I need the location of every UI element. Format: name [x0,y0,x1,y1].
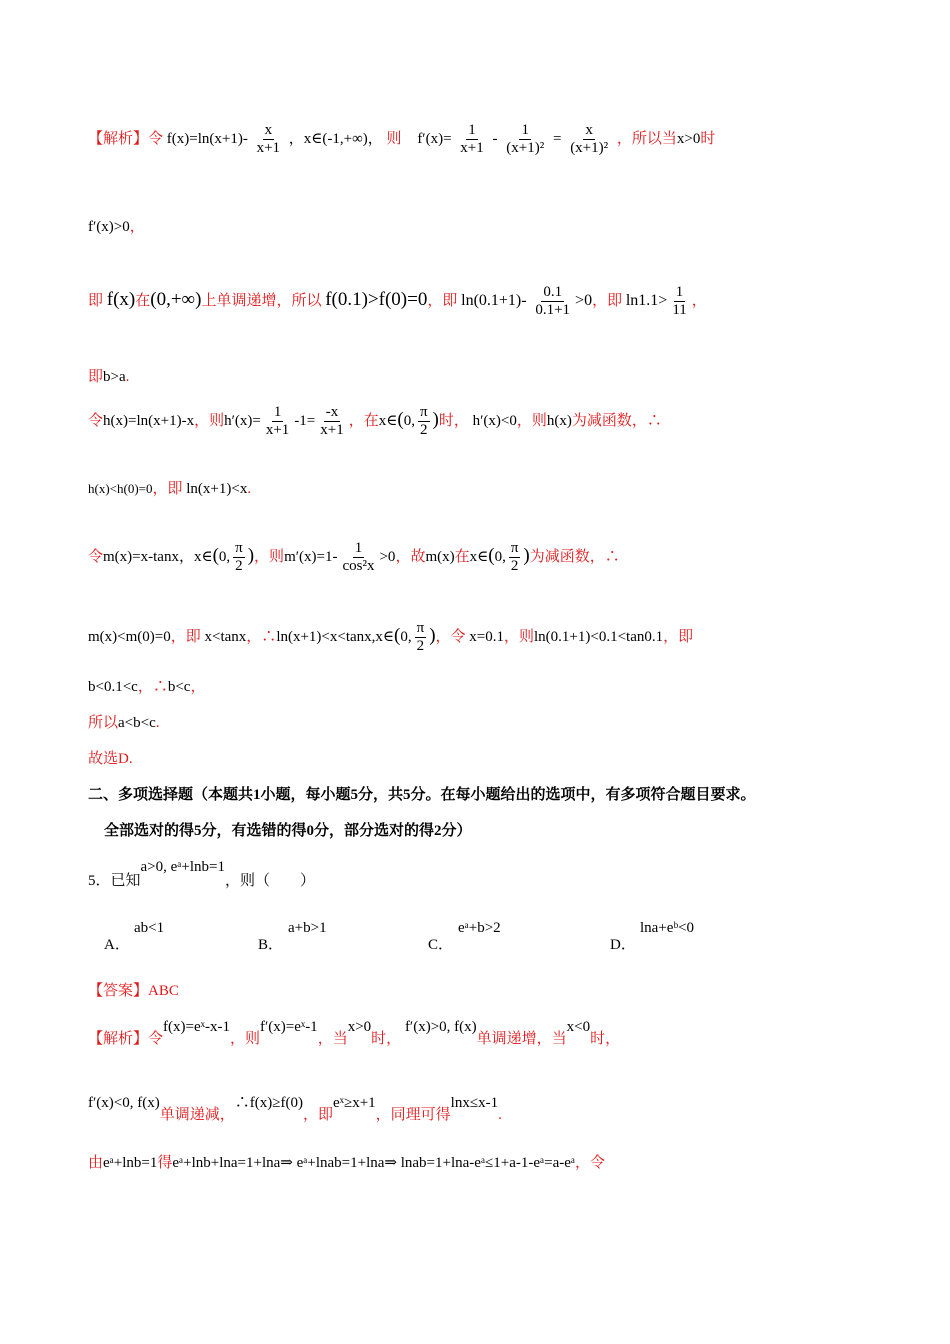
fprime-positive: f′(x)>0 [88,219,130,235]
option-a-expr[interactable]: ab<1 [134,920,165,936]
period: . [498,1107,502,1123]
open-paren: ( [397,409,404,431]
ze-text: ，则 [504,629,535,646]
fraction-numerator: x [263,122,275,140]
section-2-title-line-2: 全部选对的得5分，有选错的得0分，部分选对的得2分） [104,823,472,839]
fprime-definition: f′(x)=eˣ-1 [259,1019,318,1035]
analysis-2-line-3 [88,1154,605,1172]
fraction-denominator: (x+1)² [506,140,545,157]
fraction-01 [533,284,572,320]
stem-condition: a>0, eᵃ+lnb=1 [140,859,225,875]
ji-text-3: ，即 [592,293,623,310]
increasing-condition: f′(x)>0, f(x) [404,1019,477,1035]
gu-text: ，故 [395,549,426,566]
increasing-text: 单调递增，当 [476,1031,567,1047]
exp-inequality: eˣ≥x+1 [332,1095,376,1111]
fraction-denominator: x+1 [460,140,484,157]
x-less-tanx: x<tanx [204,629,247,646]
b-greater-a: b>a [103,369,126,385]
fraction-pi-over-2 [415,620,427,656]
ji-text: ，即 [152,481,183,497]
fraction-1-over-11 [670,284,688,320]
comma: ， [190,679,206,695]
fraction-denominator: x+1 [265,422,290,439]
comma: ， [129,219,145,235]
ling-text: ，令 [435,629,466,646]
analysis-2-line-2 [88,1094,502,1123]
m-definition: m(x)=x-tanx [103,549,179,566]
suoyi-text: 所以 [88,715,119,731]
x-in-2: x∈ [469,549,489,566]
fraction-numerator: 1 [466,122,478,140]
shi-text: 时 [700,131,716,148]
domain-text: ，x∈(-1,+∞)， [288,131,383,148]
option-c-label[interactable]: C． [428,937,454,953]
zai-text: ，在 [348,413,379,430]
close-paren: ) [523,545,530,567]
a-b-c-order: a<b<c [118,715,156,731]
analysis-prefix: 【解析】令 [88,1031,164,1047]
ji-text: ，即 [170,629,201,646]
open-paren: ( [212,545,219,567]
fraction-denominator: 0.1+1 [535,302,571,319]
shi-text: 时， [371,1031,402,1047]
b-less-c: b<c [167,679,191,695]
m-inequality: m(x)<m(0)=0 [88,629,171,646]
analysis-line-4 [88,368,129,386]
shi-text-2: 时， [590,1031,621,1047]
option-b-expr[interactable]: a+b>1 [288,920,327,936]
fraction-denominator: 2 [510,558,519,575]
fraction-1-over-x1 [458,122,485,158]
interval-start: 0, [218,549,231,566]
comma: ， [691,293,707,310]
monotone-text: 上单调递增，所以 [201,293,322,310]
fraction-pi-over-2 [509,540,521,576]
equals-sign: = [552,131,562,148]
ze-text-2: ，则 [516,413,547,430]
dang-text: ，当 [317,1031,348,1047]
fraction-x-over-x1 [255,122,282,158]
fraction-1-over-square [504,122,546,158]
decreasing-text: 单调递减， [159,1107,235,1123]
fraction-numerator: -x [324,404,341,422]
fraction-numerator: π [418,404,430,422]
ln-inequality: lnx≤x-1 [450,1095,499,1111]
open-paren: ( [394,625,401,647]
ji-text: 即 [88,369,104,385]
given-equation: eᵃ+lnb=1 [103,1155,158,1171]
ling-text: ，令 [575,1155,606,1171]
therefore-text: ，∴ [246,629,277,646]
fraction-denominator: 2 [235,558,243,575]
derivation-chain: eᵃ+lnb+lna=1+lna⇒ eᵃ+lnab=1+lna⇒ lnab=1+lna-eᵃ≤1+a-1-eᵃ=a-eᵃ [172,1155,576,1171]
close-paren: ) [432,409,439,431]
close-paren: ) [247,545,255,567]
x-positive: x>0 [347,1019,372,1035]
x-positive: x>0 [676,131,701,148]
hx: h(x) [546,413,572,430]
analysis-2-line-1 [88,1018,621,1047]
decreasing-text: 为减函数，∴ [529,549,620,566]
fraction-denominator: cos²x [342,558,375,575]
fraction-1-over-x1 [264,404,291,440]
mx: m(x) [425,549,455,566]
hprime-negative: h′(x)<0 [472,413,517,430]
decreasing-condition: f′(x)<0, f(x) [88,1095,160,1111]
fraction-numerator: 1 [353,540,365,558]
interval-start: 0, [403,413,415,430]
analysis-line-2 [88,218,145,236]
interval-start: 0, [400,629,412,646]
analysis-line-1 [88,122,715,158]
interval-start: 0, [494,549,506,566]
fraction-negx-over-x1 [318,404,345,440]
f-definition: f(x)=eˣ-x-1 [163,1019,230,1035]
option-a-label[interactable]: A． [104,937,130,953]
chain-inequality-2: ln(0.1+1)<0.1<tan0.1 [534,629,664,646]
period: . [125,369,130,385]
mprime-lhs: m′(x)=1- [284,549,338,566]
ji-text: ，即 [302,1107,333,1123]
fprime-lhs: f′(x)= [417,131,452,148]
ze-text: ，则 [194,413,225,430]
fraction-numerator: 1 [272,404,284,422]
stem-prefix: 5．已知 [88,873,141,889]
h-inequality: h(x)<h(0)=0 [88,481,153,496]
fx-expression: f(x) [106,289,136,311]
fraction-denominator: 2 [419,422,428,439]
minus-one: -1= [294,413,316,430]
ze-text: ，则 [254,549,285,566]
open-paren: ( [488,545,495,567]
option-d-label[interactable]: D． [610,937,636,953]
analysis-line-8 [88,620,693,656]
fraction-numerator: 1 [519,122,531,140]
fraction-x-over-square [568,122,610,158]
shi-text: 时， [438,413,469,430]
analysis-line-7 [88,540,620,576]
fraction-numerator: 1 [674,284,686,302]
close-paren: ) [429,625,436,647]
option-c-expr[interactable]: eᵃ+b>2 [458,920,501,936]
hprime-lhs: h′(x)= [224,413,261,430]
zai-text: 在 [454,549,470,566]
fraction-numerator: π [233,540,245,558]
ln11-expression: ln1.1> [625,292,668,310]
analysis-line-3 [88,284,707,320]
h-definition: h(x)=ln(x+1)-x [103,413,195,430]
therefore-text: ，∴ [137,679,168,695]
fraction-numerator: x [583,122,595,140]
tongli-text: ，同理可得 [375,1107,451,1123]
chain-inequality: ln(x+1)<x<tanx,x∈ [276,629,395,646]
ling-text: 令 [88,413,104,430]
fraction-denominator: 11 [672,302,687,319]
analysis-line-10 [88,714,160,732]
option-b-label[interactable]: B． [258,937,284,953]
analysis-prefix: 【解析】令 [88,131,164,148]
analysis-line-9 [88,678,205,696]
ji-text-2: ，即 [663,629,694,646]
stem-suffix: ，则（ ） [224,873,315,889]
analysis-line-6 [88,480,251,498]
fraction-denominator: 2 [416,638,425,655]
fraction-pi-over-2 [418,404,430,440]
ln-expression: ln(0.1+1)- [461,292,527,310]
minus-sign: - [492,131,498,148]
fraction-denominator: x+1 [256,140,281,157]
you-text: 由 [88,1155,104,1171]
fraction-denominator: x+1 [320,422,344,439]
greater-zero: >0 [575,292,593,310]
fraction-1-over-cos2 [340,540,376,576]
fraction-numerator: π [509,540,521,558]
then-text: 则 [386,131,402,148]
question-5-stem [88,858,315,889]
option-d-expr[interactable]: lna+eᵇ<0 [640,920,695,936]
x-in: ，x∈ [178,549,213,566]
decreasing-text: 为减函数，∴ [571,413,662,430]
fraction-denominator: (x+1)² [570,140,609,157]
so-when-text: ，所以当 [616,131,677,148]
ling-text: 令 [88,549,104,566]
x-negative: x<0 [566,1019,591,1035]
ln-inequality: ln(x+1)<x [186,481,248,497]
zai-text: 在 [135,293,151,310]
b-less-c-chain: b<0.1<c [88,679,138,695]
de-text: 得 [157,1155,173,1171]
ji-text-2: ，即 [427,293,458,310]
interval: (0,+∞) [150,289,202,311]
x-value: x=0.1 [469,629,504,646]
ji-text: 即 [88,293,104,310]
fraction-numerator: 0.1 [541,284,564,302]
analysis-line-5 [88,404,662,440]
fraction-pi-over-2 [233,540,245,576]
f-definition: f(x)=ln(x+1)- [166,131,248,148]
period: . [247,481,252,497]
section-2-title: 二、多项选择题（本题共1小题，每小题5分，共5分。在每小题给出的选项中，有多项符合题目要求。 [88,787,756,803]
x-in: x∈ [378,413,398,430]
f-inequality: f(0.1)>f(0)=0 [325,289,428,311]
therefore-ineq: ∴f(x)≥f(0) [234,1095,303,1111]
period: . [155,715,160,731]
fraction-numerator: π [415,620,427,638]
ze-text: ，则 [229,1031,260,1047]
answer-line: 【答案】ABC [88,983,179,999]
choose-d-line: 故选D. [88,751,133,767]
greater-zero: >0 [379,549,396,566]
